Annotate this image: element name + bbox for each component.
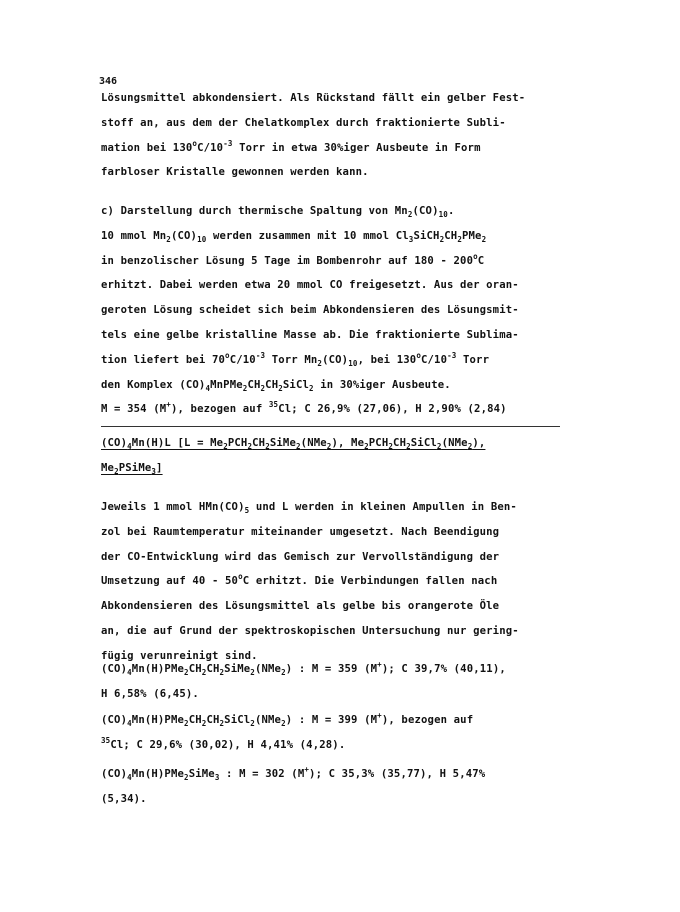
compound-formula-line: $(CO)_4Mn(H)PMe_2CH_2CH_2SiMe_2(NMe_2)$ : M = 359 (M+); C 39,7% (40,11), — [101, 660, 506, 677]
text-line: Lösungsmittel abkondensiert. Als Rückstand fällt ein gelber Fest- — [101, 92, 526, 104]
text-line: in benzolischer Lösung 5 Tage im Bombenrohr auf 180 - 200$^o$C — [101, 251, 485, 267]
text-line: stoff an, aus dem der Chelatkomplex durch fraktionierte Subli- — [101, 116, 506, 129]
compound-entry-3 — [101, 762, 596, 812]
analysis-line: H 6,58% (6,45). — [101, 687, 199, 700]
text-line: geroten Lösung scheidet sich beim Abkondensieren des Lösungsmit- — [101, 304, 519, 317]
text-line: den Komplex $(CO)_4MnPMe_2CH_2CH_2SiCl_2$ in 30%iger Ausbeute. — [101, 378, 451, 393]
heading-line: $Me_2PSiMe_3$] — [101, 461, 163, 476]
text-line: farbloser Kristalle gewonnen werden kann. — [101, 166, 369, 179]
analysis-line: M = 354 (M+), bezogen auf $^{35}$Cl; C 26,9% (27,06), H 2,90% (2,84) — [101, 400, 507, 416]
text-line: an, die auf Grund der spektroskopischen Untersuchung nur gering- — [101, 624, 519, 637]
compound-heading — [101, 431, 596, 481]
text-line: 10 mmol $Mn_2(CO)_{10}$ werden zusammen mit 10 mmol $Cl_3SiCH_2CH_2PMe_2$ — [101, 229, 487, 244]
page-number: 346 — [99, 76, 118, 87]
paragraph-procedure — [101, 495, 596, 669]
text-line: Jeweils 1 mmol $HMn(CO)_5$ und L werden in kleinen Ampullen in Ben- — [101, 501, 517, 515]
text-line: tels eine gelbe kristalline Masse ab. Die fraktionierte Sublima- — [101, 328, 519, 341]
compound-formula-line: $(CO)_4Mn(H)PMe_2CH_2CH_2SiCl_2(NMe_2)$ : M = 399 (M+), bezogen auf — [101, 711, 474, 728]
text-line: Umsetzung auf 40 - 50$^o$C erhitzt. Die Verbindungen fallen nach — [101, 572, 498, 588]
section-divider — [101, 426, 560, 427]
heading-line: $(CO)_4Mn(H)L$ [$L = Me_2PCH_2CH_2SiMe_2(NMe_2)$, $Me_2PCH_2CH_2SiCl_2(NMe_2)$, — [101, 437, 486, 451]
compound-entry-1 — [101, 657, 596, 707]
paragraph-intro — [101, 86, 596, 185]
section-c — [101, 199, 596, 422]
text-line: Abkondensieren des Lösungsmittel als gelbe bis orangerote Öle — [101, 600, 500, 613]
compound-formula-line: $(CO)_4Mn(H)PMe_2SiMe_3$ : M = 302 (M+); C 35,3% (35,77), H 5,47% — [101, 765, 486, 782]
analysis-line: (5,34). — [101, 792, 147, 805]
text-line: der CO-Entwicklung wird das Gemisch zur Vervollständigung der — [101, 550, 500, 563]
text-line: fügig verunreinigt sind. — [101, 649, 258, 662]
analysis-line: $^{35}$Cl; C 29,6% (30,02), H 4,41% (4,28). — [101, 735, 346, 751]
text-line: erhitzt. Dabei werden etwa 20 mmol CO freigesetzt. Aus der oran- — [101, 279, 519, 292]
section-heading: c) Darstellung durch thermische Spaltung von $Mn_2(CO)_{10}$. — [101, 205, 455, 219]
text-line: mation bei $130^oC/10^{-3}$ Torr in etwa 30%iger Ausbeute in Form — [101, 138, 481, 154]
text-line: tion liefert bei $70^oC/10^{-3}$ Torr $Mn_2(CO)_{10}$, bei $130^oC/10^{-3}$ Torr — [101, 350, 490, 368]
text-line: zol bei Raumtemperatur miteinander umgesetzt. Nach Beendigung — [101, 525, 500, 538]
compound-entry-2 — [101, 708, 596, 758]
